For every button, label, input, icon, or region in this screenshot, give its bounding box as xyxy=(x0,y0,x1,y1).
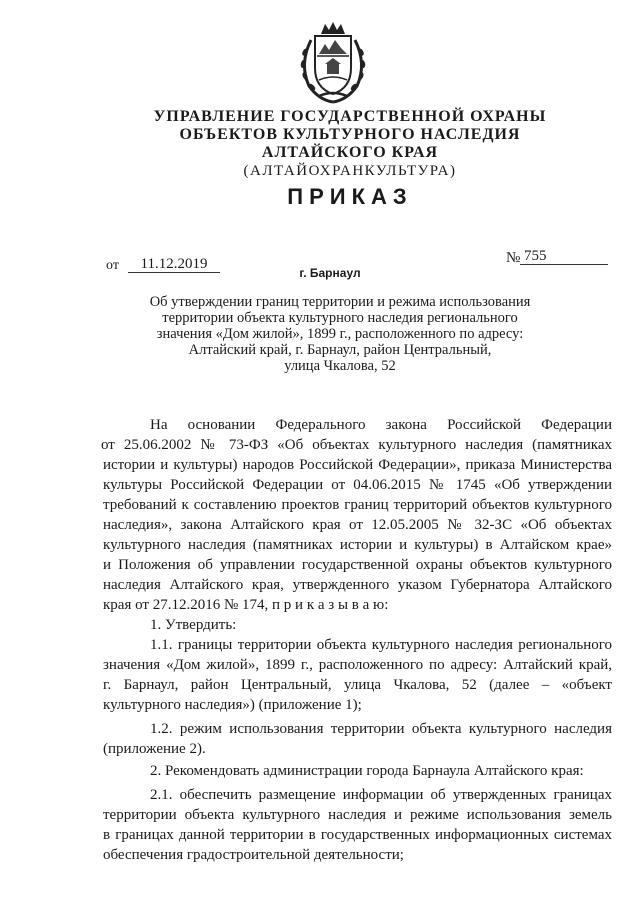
body-line: г. Барнаул, район Центральный, улица Чкалова, 52 (далее – «объект xyxy=(103,677,612,693)
body-line: значения «Дом жилой», 1899 г., расположенного по адресу: Алтайский край, xyxy=(103,657,612,673)
body-line: требований к составлению проектов границ территорий объектов культурного xyxy=(103,497,612,513)
body-line: наследия», закона Алтайского края от 12.05.2005 № 32-ЗС «Об объектах xyxy=(103,517,612,533)
subject-line: территории объекта культурного наследия регионального xyxy=(162,310,518,326)
body-line: культуры Российской Федерации от 04.06.2015 № 1745 «Об утверждении xyxy=(103,477,612,493)
body-line: 2.1. обеспечить размещение информации об утвержденных границах xyxy=(150,787,612,803)
number-prefix: № xyxy=(506,250,521,266)
body-line: На основании Федерального закона Российской Федерации xyxy=(150,417,612,433)
subject-line: значения «Дом жилой», 1899 г., расположенного по адресу: xyxy=(156,326,524,342)
body-line: (приложение 2). xyxy=(103,741,206,757)
body-line: обеспечения градостроительной деятельности; xyxy=(103,847,404,863)
subject-line: Алтайский край, г. Барнаул, район Центральный, xyxy=(188,342,492,358)
body-line: и Положения об управлении государственной охраны объектов культурного xyxy=(103,557,612,573)
body-line: истории и культуры) народов Российской Федерации», приказа Министерства xyxy=(103,457,612,473)
body-line: культурного наследия (памятниках истории и культуры) в Алтайском крае» xyxy=(103,537,612,553)
body-line: 1.1. границы территории объекта культурного наследия регионального xyxy=(150,637,612,653)
subject-line: улица Чкалова, 52 xyxy=(284,358,396,374)
document-title: ПРИКАЗ xyxy=(287,184,413,209)
org-name-line-3: АЛТАЙСКОГО КРАЯ xyxy=(261,144,439,161)
coat-of-arms-emblem xyxy=(295,20,371,104)
body-line: от 25.06.2002 № 73-ФЗ «Об объектах культурного наследия (памятниках xyxy=(101,437,612,453)
body-line: наследия Алтайского края, утвержденного указом Губернатора Алтайского xyxy=(103,577,612,593)
date-prefix: от xyxy=(106,258,119,273)
body-line: 2. Рекомендовать администрации города Барнаула Алтайского края: xyxy=(150,763,584,779)
body-line: края от 27.12.2016 № 174, п р и к а з ы в а ю: xyxy=(103,597,389,613)
subject-line: Об утверждении границ территории и режима использования xyxy=(149,294,531,310)
body-line: 1. Утвердить: xyxy=(150,617,237,633)
document-number: 755 xyxy=(520,248,608,265)
body-line: в границах данной территории в государственных информационных системах xyxy=(103,827,612,843)
org-name-line-1: УПРАВЛЕНИЕ ГОСУДАРСТВЕННОЙ ОХРАНЫ xyxy=(153,108,547,125)
body-line: территории объекта культурного наследия и режиме использования земель xyxy=(103,807,612,823)
document-city: г. Барнаул xyxy=(299,266,361,280)
body-line: 1.2. режим использования территории объекта культурного наследия xyxy=(150,721,612,737)
body-line: культурного наследия») (приложение 1); xyxy=(103,697,362,713)
org-name-line-2: ОБЪЕКТОВ КУЛЬТУРНОГО НАСЛЕДИЯ xyxy=(179,126,521,143)
document-date: 11.12.2019 xyxy=(128,256,220,273)
org-short-name: (АЛТАЙОХРАНКУЛЬТУРА) xyxy=(243,163,457,179)
